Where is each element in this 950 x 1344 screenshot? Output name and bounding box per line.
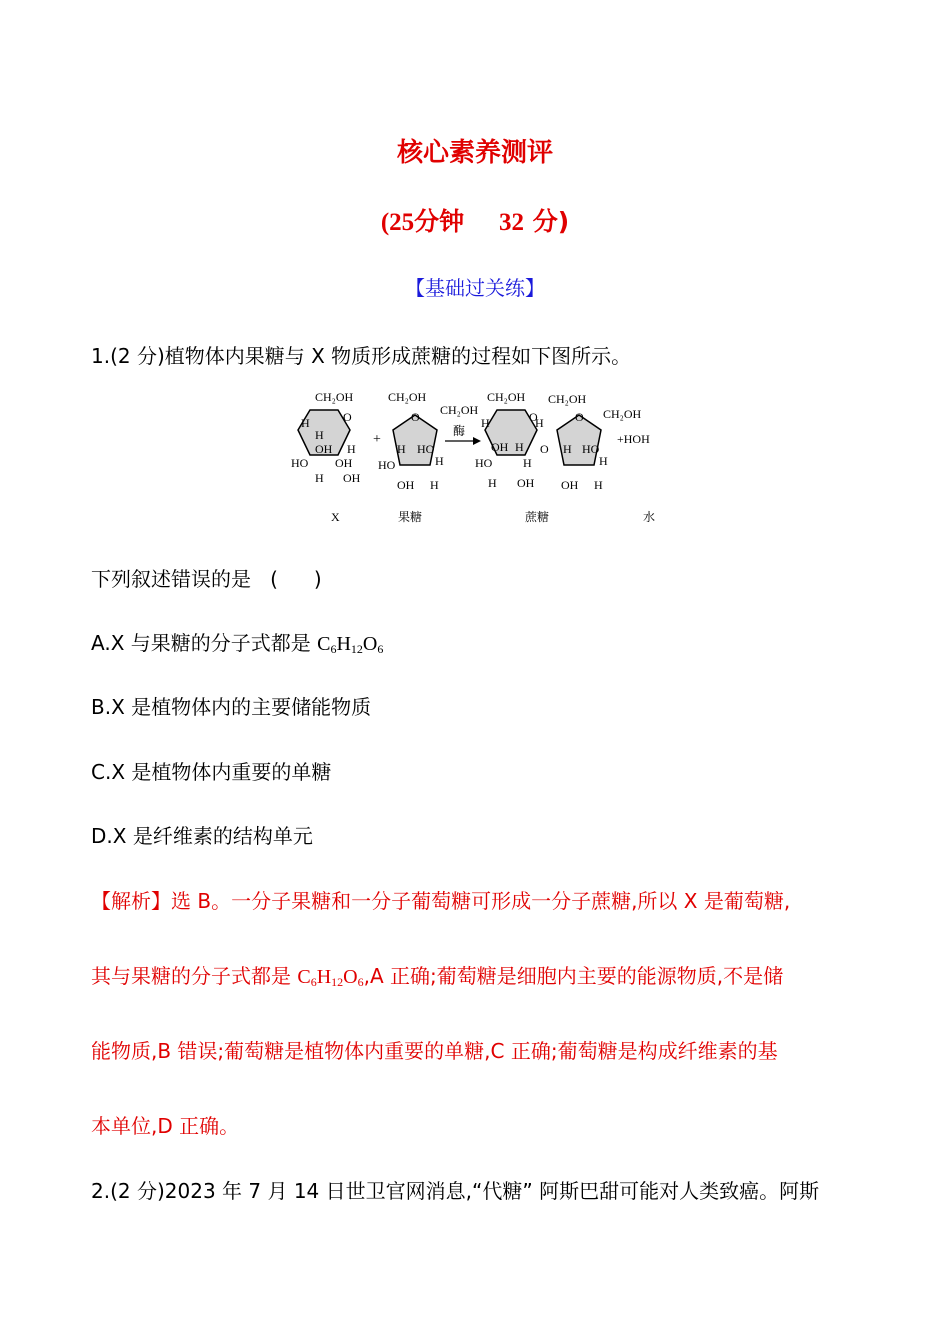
sucrose-formation-diagram (285, 385, 665, 530)
sucrose-ring-o1: O (529, 410, 538, 424)
fructose-ho2: HO (378, 458, 396, 472)
option-a-formula: $C_6H_{12}O_6$ (317, 633, 384, 656)
glucose-h2: H (315, 428, 324, 442)
analysis-line-2-post: ,A 正确;葡萄糖是细胞内主要的能源物质,不是储 (363, 964, 784, 988)
glucose-oh1: OH (315, 442, 333, 456)
sucrose-h5: H (488, 476, 497, 490)
water-hoh: +HOH (617, 432, 650, 446)
glucose-h3: H (347, 442, 356, 456)
fructose-ring-o: O (411, 410, 420, 424)
label-x: X (331, 510, 340, 524)
sucrose-bridge-o: O (540, 442, 549, 456)
sucrose-h2: H (535, 416, 544, 430)
glucose-h4: H (315, 471, 324, 485)
sucrose-oh2: OH (517, 476, 535, 490)
sucrose-h6: H (563, 442, 572, 456)
option-d: D.X 是纤维素的结构单元 (91, 824, 313, 848)
fructose-ho1: HO (417, 442, 435, 456)
sucrose-oh3: OH (561, 478, 579, 492)
sucrose-ch2oh3: CH₂OH (603, 407, 642, 421)
fructose-ch2oh1: CH₂OH (388, 390, 427, 404)
sucrose-h4: H (523, 456, 532, 470)
subtitle-close: 分) (532, 207, 570, 236)
fructose-h1: H (397, 442, 406, 456)
sucrose-ho: HO (475, 456, 493, 470)
option-b: B.X 是植物体内的主要储能物质 (91, 695, 372, 719)
reaction-arrowhead (473, 437, 481, 445)
sucrose-ho2: HO (582, 442, 600, 456)
analysis-line-3: 能物质,B 错误;葡萄糖是植物体内重要的单糖,C 正确;葡萄糖是构成纤维素的基 (91, 1039, 778, 1063)
enzyme-label: 酶 (453, 424, 466, 438)
fructose-ch2oh2: CH₂OH (440, 403, 479, 417)
analysis-line-4: 本单位,D 正确。 (91, 1114, 240, 1138)
subtitle-minutes: 分钟 (414, 207, 465, 236)
section-heading: 【基础过关练】 (405, 276, 545, 300)
question-1-prompt (91, 563, 322, 592)
sucrose-ch2oh1: CH₂OH (487, 390, 526, 404)
fructose-h2: H (435, 454, 444, 468)
answer-paren-open: ( (270, 567, 278, 591)
analysis-line-1: 【解析】选 B。一分子果糖和一分子葡萄糖可形成一分子蔗糖,所以 X 是葡萄糖, (91, 889, 791, 913)
label-sucrose: 蔗糖 (525, 510, 550, 524)
glucose-oh3: OH (343, 471, 361, 485)
sucrose-h7: H (599, 454, 608, 468)
sucrose-h3: H (515, 440, 524, 454)
label-water: 水 (643, 510, 656, 524)
plus-sign: + (373, 432, 381, 447)
analysis-line-2-pre: 其与果糖的分子式都是 (91, 964, 298, 988)
sucrose-h8: H (594, 478, 603, 492)
answer-paren-close: ) (313, 567, 322, 591)
time-score-subtitle (0, 202, 950, 238)
sucrose-ch2oh2: CH₂OH (548, 392, 587, 406)
question-2-stem: 2.(2 分)2023 年 7 月 14 日世卫官网消息,“代糖” 阿斯巴甜可能对人类致癌。阿斯 (91, 1179, 820, 1203)
fructose-oh: OH (397, 478, 415, 492)
subtitle-open: (25 (380, 209, 415, 236)
question-1-stem: 1.(2 分)植物体内果糖与 X 物质形成蔗糖的过程如下图所示。 (91, 344, 632, 368)
subtitle-score: 32 (499, 209, 524, 236)
option-a (91, 627, 383, 656)
fructose-h3: H (430, 478, 439, 492)
option-c: C.X 是植物体内重要的单糖 (91, 760, 332, 784)
option-a-text: A.X 与果糖的分子式都是 (91, 631, 318, 655)
glucose-ch2oh: CH₂OH (315, 390, 354, 404)
glucose-oh2: OH (335, 456, 353, 470)
sucrose-h1: H (481, 416, 490, 430)
analysis-line-2 (91, 960, 783, 989)
glucose-ring-o: O (343, 410, 352, 424)
prompt-text: 下列叙述错误的是 (91, 567, 251, 591)
sucrose-ring-o2: O (575, 410, 584, 424)
page-title: 核心素养测评 (396, 138, 553, 168)
sucrose-oh1: OH (491, 440, 509, 454)
label-fructose: 果糖 (398, 510, 423, 524)
glucose-ho: HO (291, 456, 309, 470)
analysis-formula: $C_6H_{12}O_6$ (297, 966, 364, 989)
glucose-h1: H (301, 416, 310, 430)
